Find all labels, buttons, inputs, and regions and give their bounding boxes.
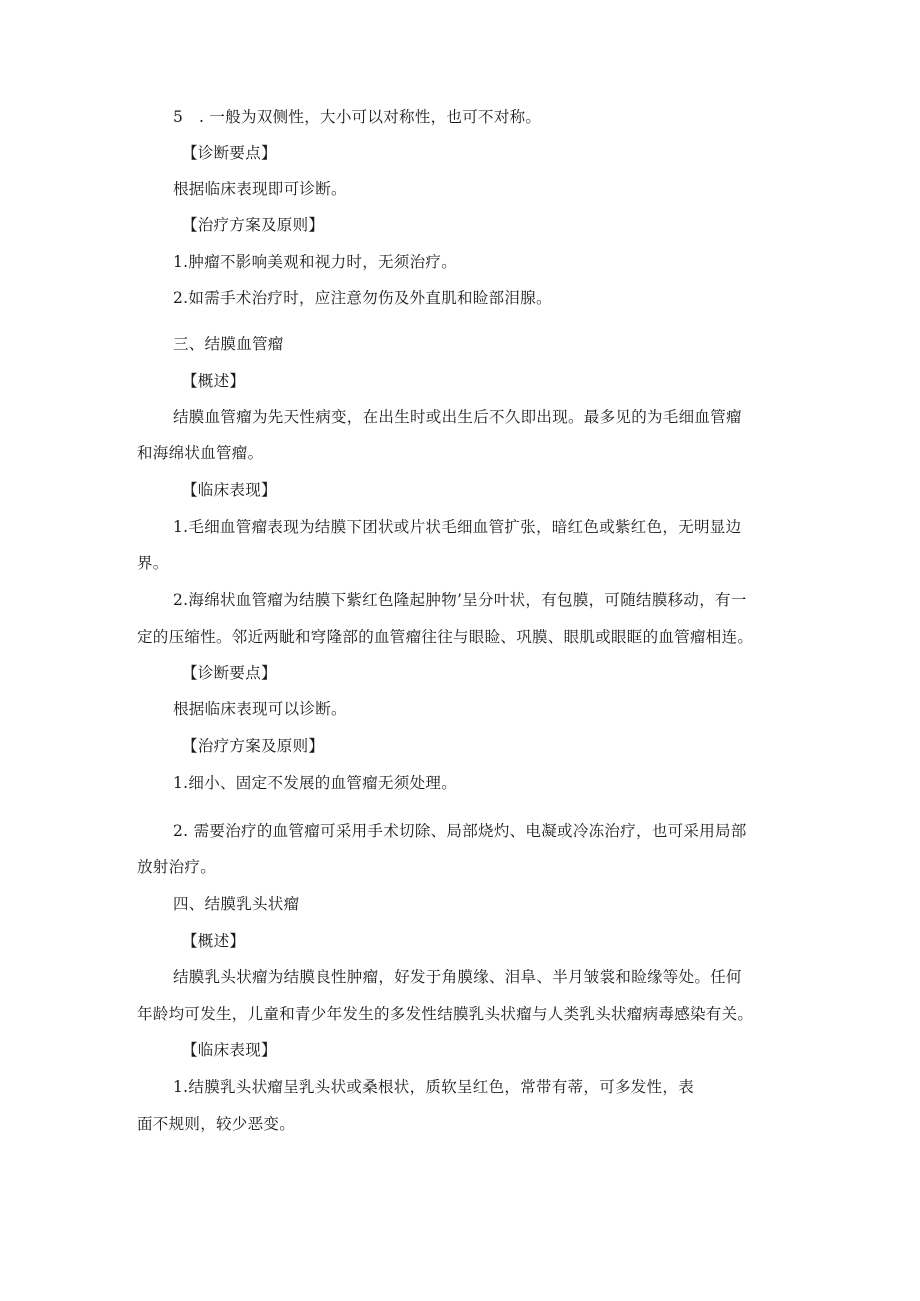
- section-heading-overview: 【概述】: [182, 932, 246, 950]
- paragraph: 结膜血管瘤为先天性病变，在出生时或出生后不久即出现。最多见的为毛细血管瘤: [173, 408, 742, 426]
- section-heading-diagnosis: 【诊断要点】: [182, 144, 277, 162]
- paragraph-continuation: 面不规则，较少恶变。: [137, 1115, 296, 1133]
- section-heading-overview: 【概述】: [182, 372, 246, 390]
- paragraph-continuation: 和海绵状血管瘤。: [137, 444, 264, 462]
- paragraph-continuation: 定的压缩性。邻近两眦和穹隆部的血管瘤往往与眼睑、巩膜、眼肌或眼眶的血管瘤相连。: [137, 628, 754, 646]
- list-item-1: 1.毛细血管瘤表现为结膜下团状或片状毛细血管扩张，暗红色或紫红色，无明显边: [173, 518, 742, 536]
- paragraph: 结膜乳头状瘤为结膜良性肿瘤，好发于角膜缘、泪阜、半月皱裳和睑缘等处。任何: [173, 968, 742, 986]
- section-heading-diagnosis: 【诊断要点】: [182, 664, 277, 682]
- paragraph-continuation: 放射治疗。: [137, 858, 217, 876]
- section-heading-treatment: 【治疗方案及原则】: [182, 737, 325, 755]
- list-item-1: 1.肿瘤不影响美观和视力时，无须治疗。: [173, 253, 457, 271]
- list-item-1: 1.结膜乳头状瘤呈乳头状或桑根状，质软呈红色，常带有蒂，可多发性，表: [173, 1078, 694, 1096]
- paragraph-continuation: 界。: [137, 554, 169, 572]
- paragraph: 根据临床表现即可诊断。: [173, 180, 347, 198]
- section-heading-clinical: 【临床表现】: [182, 481, 277, 499]
- list-item-5: 5 . 一般为双侧性，大小可以对称性，也可不对称。: [173, 108, 542, 126]
- chapter-heading-conjunctival-papilloma: 四、结膜乳头状瘤: [173, 895, 300, 913]
- chapter-heading-conjunctival-hemangioma: 三、结膜血管瘤: [173, 335, 284, 353]
- list-item-2: 2.如需手术治疗时，应注意勿伤及外直肌和睑部泪腺。: [173, 289, 552, 307]
- list-item-2: 2.海绵状血管瘤为结膜下紫红色隆起肿物’呈分叶状，有包膜，可随结膜移动，有一: [173, 591, 747, 609]
- list-item-2: 2. 需要治疗的血管瘤可采用手术切除、局部烧灼、电凝或冷冻治疗，也可采用局部: [173, 822, 747, 840]
- paragraph-continuation: 年龄均可发生，儿童和青少年发生的多发性结膜乳头状瘤与人类乳头状瘤病毒感染有关。: [137, 1005, 754, 1023]
- section-heading-treatment: 【治疗方案及原则】: [182, 216, 325, 234]
- list-item-1: 1.细小、固定不发展的血管瘤无须处理。: [173, 774, 457, 792]
- section-heading-clinical: 【临床表现】: [182, 1041, 277, 1059]
- paragraph: 根据临床表现可以诊断。: [173, 700, 347, 718]
